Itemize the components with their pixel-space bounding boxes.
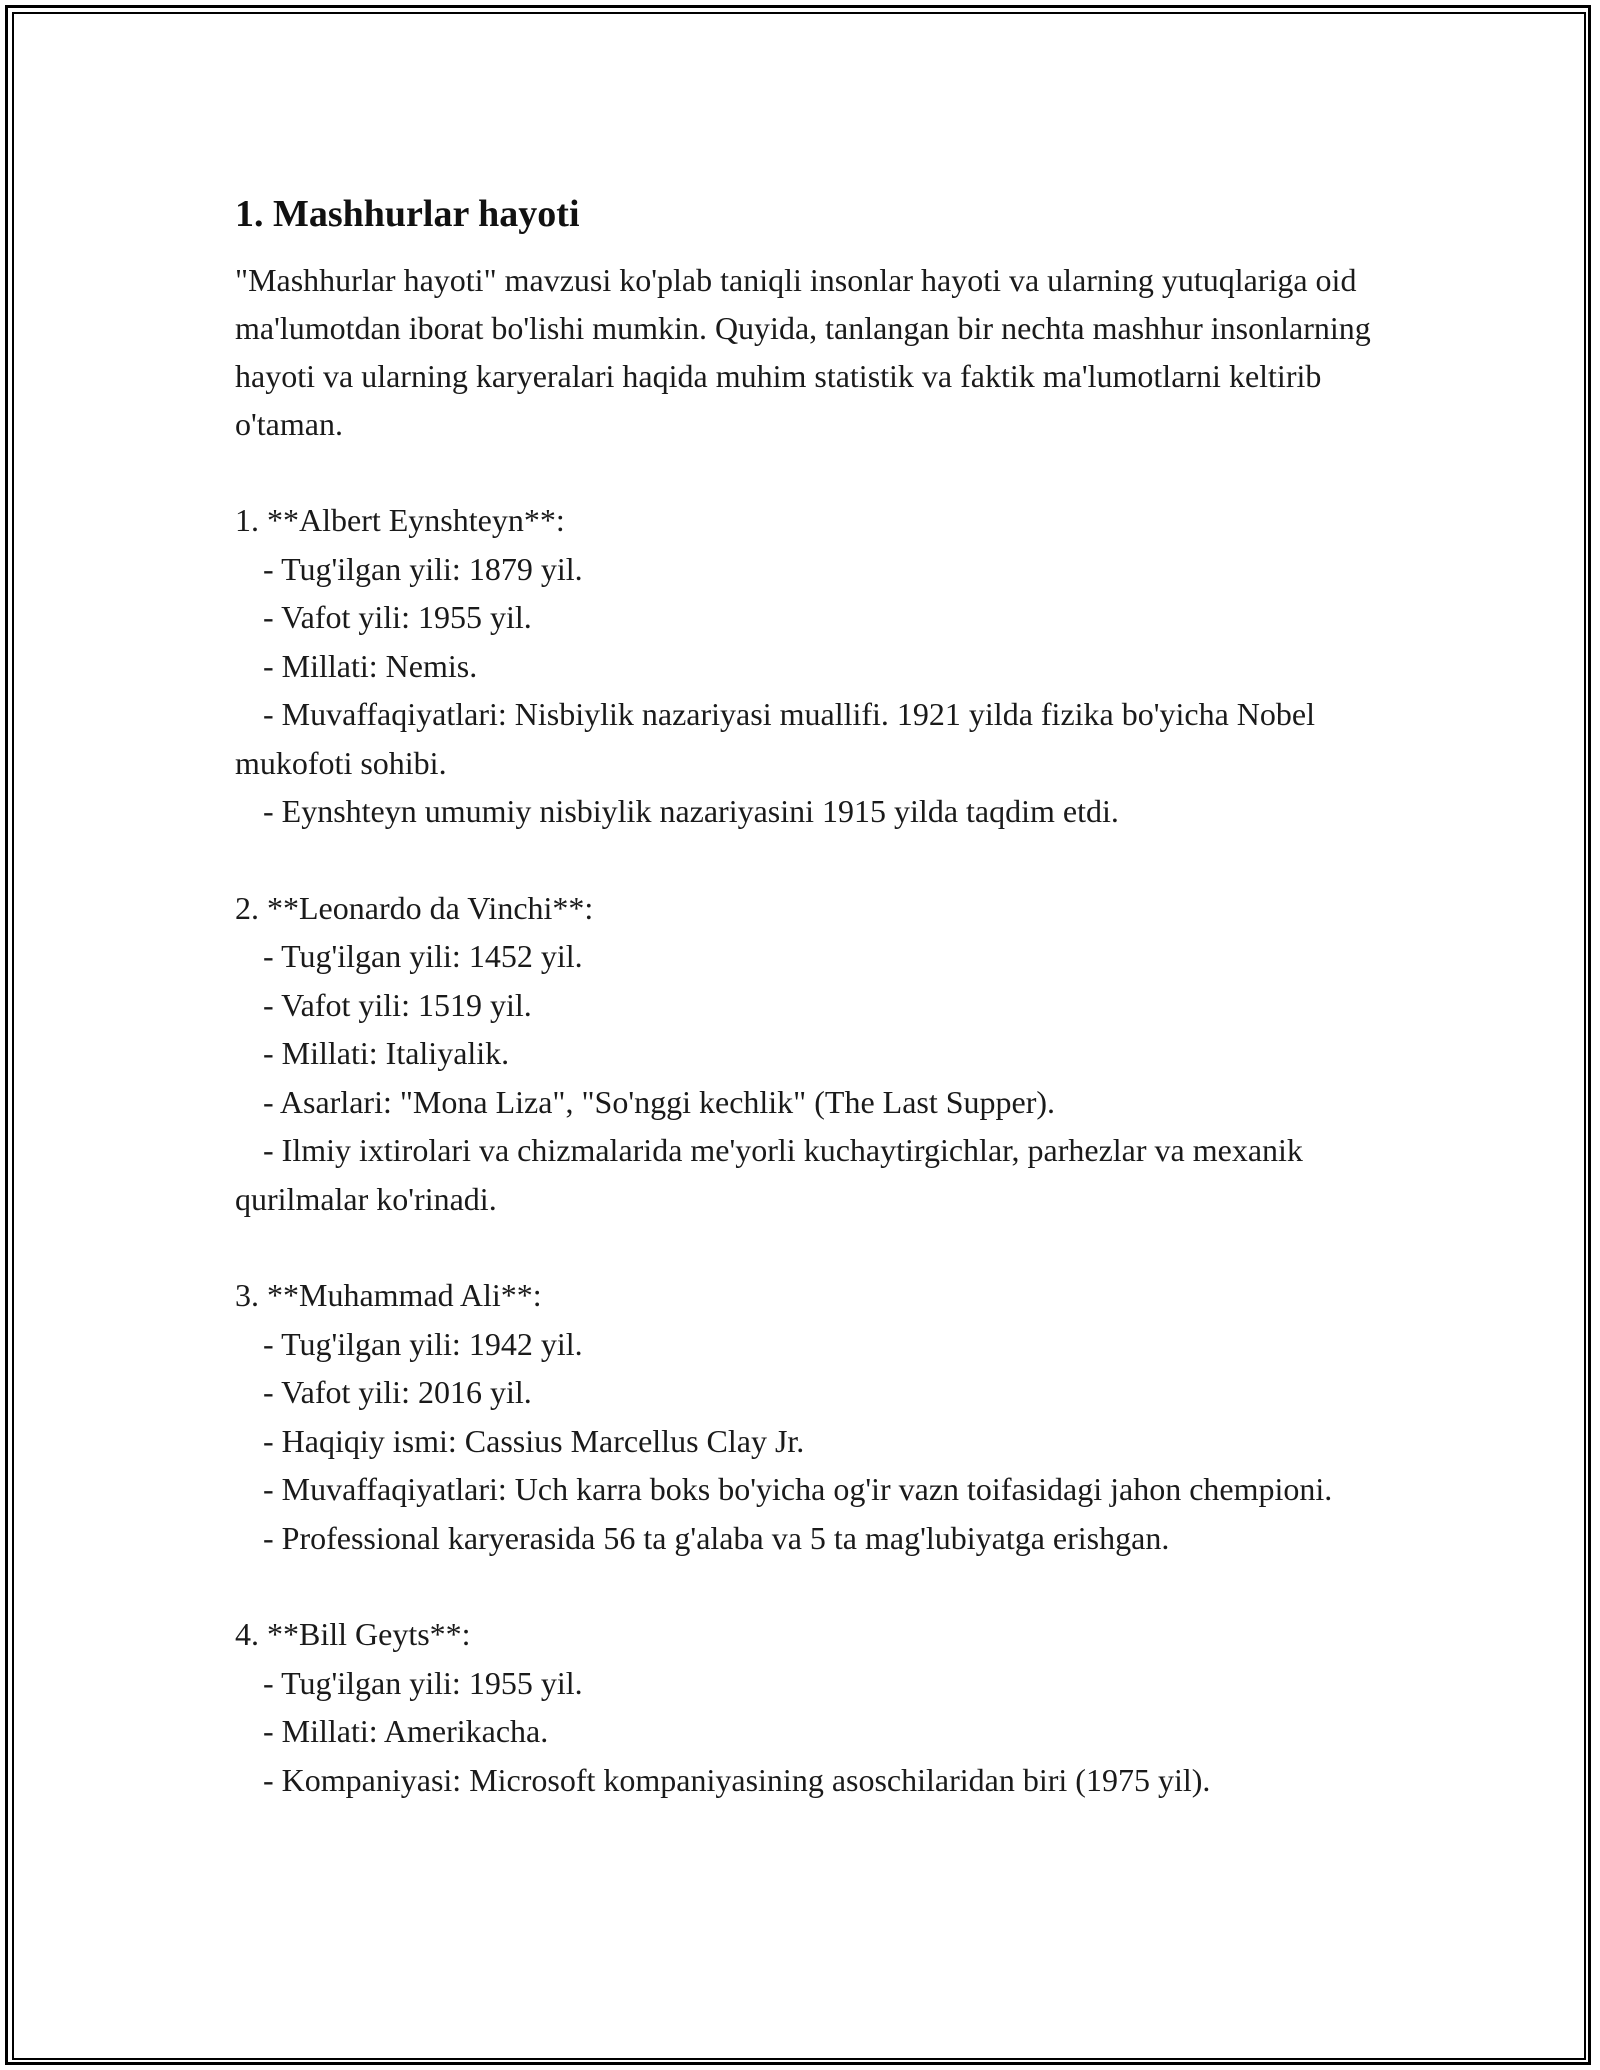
person-detail: - Professional karyerasida 56 ta g'alaba va 5 ta mag'lubiyatga erishgan.	[263, 1519, 1170, 1556]
person-detail: - Tug'ilgan yili: 1942 yil.	[263, 1325, 583, 1362]
document-title: 1. Mashhurlar hayoti	[235, 193, 580, 235]
person-entry-muhammad-ali	[235, 1271, 1375, 1562]
person-detail: - Haqiqiy ismi: Cassius Marcellus Clay Jr.	[263, 1422, 805, 1459]
person-detail: - Muvaffaqiyatlari: Nisbiylik nazariyasi muallifi. 1921 yilda fizika bo'yicha Nobel mukofoti sohibi.	[235, 696, 1323, 781]
person-detail: - Tug'ilgan yili: 1452 yil.	[263, 938, 583, 974]
person-detail: - Vafot yili: 1955 yil.	[263, 599, 532, 635]
person-detail: - Kompaniyasi: Microsoft kompaniyasining asoschilaridan biri (1975 yil).	[263, 1761, 1211, 1798]
person-detail: - Ilmiy ixtirolari va chizmalarida me'yorli kuchaytirgichlar, parhezlar va mexanik qurilmalar ko'rinadi.	[235, 1132, 1311, 1217]
person-heading: 1. **Albert Eynshteyn**:	[235, 502, 565, 538]
person-detail: - Eynshteyn umumiy nisbiylik nazariyasini 1915 yilda taqdim etdi.	[263, 793, 1119, 829]
person-detail: - Millati: Italiyalik.	[263, 1035, 510, 1071]
person-detail: - Millati: Nemis.	[263, 647, 478, 684]
person-heading: 4. **Bill Geyts**:	[235, 1616, 471, 1652]
person-detail: - Vafot yili: 1519 yil.	[263, 986, 532, 1023]
person-entry-einstein	[235, 496, 1375, 836]
person-detail: - Muvaffaqiyatlari: Uch karra boks bo'yicha og'ir vazn toifasidagi jahon chempioni.	[263, 1471, 1333, 1507]
person-detail: - Tug'ilgan yili: 1955 yil.	[263, 1664, 583, 1701]
person-detail: - Asarlari: "Mona Liza", "So'nggi kechlik" (The Last Supper).	[263, 1083, 1056, 1120]
document-body	[235, 186, 1375, 1804]
person-detail: - Tug'ilgan yili: 1879 yil.	[263, 550, 583, 587]
intro-paragraph: "Mashhurlar hayoti" mavzusi ko'plab taniqli insonlar hayoti va ularning yutuqlariga oid ma'lumotdan iborat bo'lishi mumkin. Quyida, tanlangan bir nechta mashhur insonlarning hayoti va ularning karyeralari haqida muhim statistik va faktik ma'lumotlarni keltirib o'taman.	[235, 262, 1371, 442]
person-detail: - Millati: Amerikacha.	[263, 1713, 549, 1749]
person-detail: - Vafot yili: 2016 yil.	[263, 1374, 532, 1410]
person-heading: 3. **Muhammad Ali**:	[235, 1277, 542, 1313]
person-entry-da-vinci	[235, 884, 1375, 1224]
person-entry-bill-gates	[235, 1610, 1375, 1804]
person-heading: 2. **Leonardo da Vinchi**:	[235, 889, 594, 926]
